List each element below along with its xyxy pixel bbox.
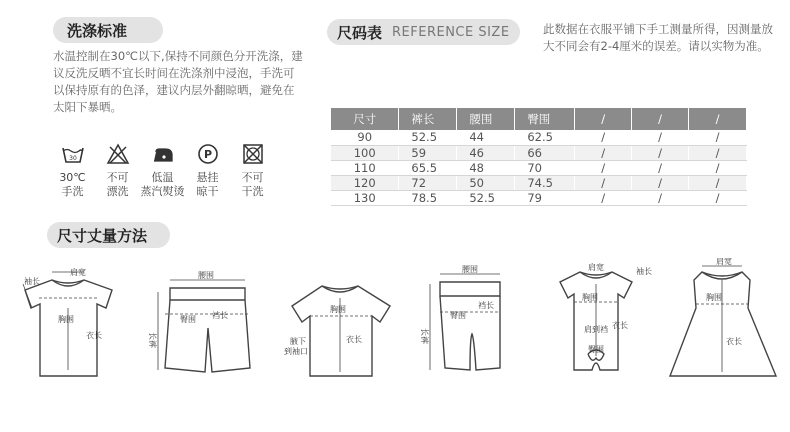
size-row xyxy=(331,130,747,145)
size-cell: 52.5 xyxy=(457,190,515,205)
size-cell: 48 xyxy=(457,160,515,175)
label-from-arm: 腋下 xyxy=(290,337,306,346)
size-cell: / xyxy=(689,160,747,175)
label-length-2: 衣长 xyxy=(346,335,362,344)
no-bleach-icon xyxy=(106,143,130,165)
size-cell: / xyxy=(575,160,632,175)
size-cell: 65.5 xyxy=(399,160,457,175)
care-label-5a: 不可 xyxy=(241,171,264,184)
label-shoulder-2: 肩宽 xyxy=(588,263,604,272)
care-item-iron xyxy=(140,143,185,199)
header-cell: 臀围 xyxy=(515,108,575,130)
care-label-3a: 低温 xyxy=(151,171,174,184)
size-cell: / xyxy=(575,145,632,160)
label-pants-length-1: 长裤 xyxy=(148,332,157,348)
size-cell: 66 xyxy=(515,145,575,160)
label-waist-1: 腰围 xyxy=(198,271,214,280)
label-hip-2: 臀围 xyxy=(450,311,466,320)
size-cell: 50 xyxy=(457,175,515,190)
wash-description: 水温控制在30℃以下,保持不同颜色分开洗涤，建议反洗反晒不宜长时间在洗涤剂中浸泡，手洗可以保持原有的色泽，建议内层外翻晾晒，避免在太阳下暴晒。 xyxy=(53,49,303,114)
header-cell: / xyxy=(632,108,689,130)
size-cell: 78.5 xyxy=(399,190,457,205)
size-cell: / xyxy=(689,190,747,205)
header-cell: / xyxy=(575,108,632,130)
pants-diagram xyxy=(430,274,500,370)
size-cell: / xyxy=(632,130,689,145)
size-cell: / xyxy=(575,130,632,145)
size-cell: / xyxy=(689,130,747,145)
label-length-3: 衣长 xyxy=(612,321,628,330)
care-label-5b: 干洗 xyxy=(241,185,264,198)
size-cell: / xyxy=(632,145,689,160)
size-row xyxy=(331,160,747,175)
size-cell: / xyxy=(689,175,747,190)
care-label-4a: 悬挂 xyxy=(196,171,219,184)
iron-low-icon xyxy=(151,143,175,165)
size-row xyxy=(331,190,747,205)
size-title-pill xyxy=(327,19,520,45)
hang-dry-icon xyxy=(196,143,220,165)
tshirt-diagram xyxy=(23,272,112,376)
label-inseam-1: 裆长 xyxy=(212,311,228,320)
dress-diagram xyxy=(670,266,776,376)
care-item-handwash xyxy=(50,143,95,199)
size-table xyxy=(331,108,747,206)
size-cell: / xyxy=(632,190,689,205)
size-cell: 44 xyxy=(457,130,515,145)
size-cell: 110 xyxy=(331,160,399,175)
label-chest-2: 胸围 xyxy=(330,305,346,314)
care-item-no-tumble xyxy=(230,143,275,199)
label-hip-3: 臀围 xyxy=(588,345,604,354)
no-tumble-dry-icon xyxy=(241,143,265,165)
size-title: 尺码表 xyxy=(337,23,383,42)
label-shoulder-1: 肩宽 xyxy=(70,268,86,277)
size-cell: / xyxy=(632,175,689,190)
header-cell: 尺寸 xyxy=(331,108,399,130)
label-hip-1: 臀围 xyxy=(180,315,196,324)
measurement-diagrams xyxy=(0,258,790,428)
care-label-2b: 漂洗 xyxy=(106,185,129,198)
label-chest-1: 胸围 xyxy=(58,315,74,324)
header-cell: / xyxy=(689,108,747,130)
size-cell: / xyxy=(689,145,747,160)
size-table-header xyxy=(331,108,747,130)
size-cell: 100 xyxy=(331,145,399,160)
size-cell: 70 xyxy=(515,160,575,175)
washtub-30-icon xyxy=(61,143,85,165)
size-cell: / xyxy=(575,190,632,205)
raglan-tshirt-diagram xyxy=(292,286,390,376)
care-label-1a: 30℃ xyxy=(59,171,86,184)
size-cell: 90 xyxy=(331,130,399,145)
care-label-2a: 不可 xyxy=(106,171,129,184)
size-cell: 79 xyxy=(515,190,575,205)
size-row xyxy=(331,145,747,160)
label-length-1: 衣长 xyxy=(86,331,102,340)
header-cell: 裤长 xyxy=(399,108,457,130)
measure-title: 尺寸丈量方法 xyxy=(57,226,148,245)
header-cell: 腰围 xyxy=(457,108,515,130)
label-chest-4: 胸围 xyxy=(706,293,722,302)
care-label-4b: 晾干 xyxy=(196,185,219,198)
size-cell: / xyxy=(632,160,689,175)
svg-text:30: 30 xyxy=(68,155,77,162)
size-subtitle: REFERENCE SIZE xyxy=(392,24,510,40)
label-sleeve-2: 袖长 xyxy=(636,267,652,276)
label-pants-length-2: 长裤 xyxy=(420,328,429,344)
label-length-4: 衣长 xyxy=(726,337,742,346)
size-cell: 130 xyxy=(331,190,399,205)
size-cell: 52.5 xyxy=(399,130,457,145)
label-to-hem: 到袖口 xyxy=(284,347,308,356)
size-cell: 74.5 xyxy=(515,175,575,190)
label-shoulder-3: 肩宽 xyxy=(716,258,732,266)
size-cell: 72 xyxy=(399,175,457,190)
care-item-no-bleach xyxy=(95,143,140,199)
wash-title: 洗涤标准 xyxy=(67,21,128,40)
measure-title-pill xyxy=(47,222,170,248)
label-inseam-2: 裆长 xyxy=(478,301,494,310)
size-cell: 59 xyxy=(399,145,457,160)
size-cell: / xyxy=(575,175,632,190)
care-item-hang xyxy=(185,143,230,199)
label-sleeve-1: 袖长 xyxy=(24,277,40,286)
care-icons xyxy=(50,143,275,199)
label-chest-3: 胸围 xyxy=(582,293,598,302)
size-cell: 120 xyxy=(331,175,399,190)
svg-text:P: P xyxy=(203,148,212,161)
wash-title-pill xyxy=(53,17,163,43)
size-notice: 此数据在衣服平铺下手工测量所得，因测量放大不同会有2-4厘米的误差。请以实物为准。 xyxy=(543,22,773,53)
care-label-3b: 蒸汽熨烫 xyxy=(140,185,185,198)
shorts-diagram xyxy=(158,280,250,372)
size-cell: 62.5 xyxy=(515,130,575,145)
label-waist-2: 腰围 xyxy=(462,265,478,274)
size-row xyxy=(331,175,747,190)
care-label-1b: 手洗 xyxy=(61,185,84,198)
size-cell: 46 xyxy=(457,145,515,160)
label-shoulder-to: 肩到裆 xyxy=(584,325,608,334)
